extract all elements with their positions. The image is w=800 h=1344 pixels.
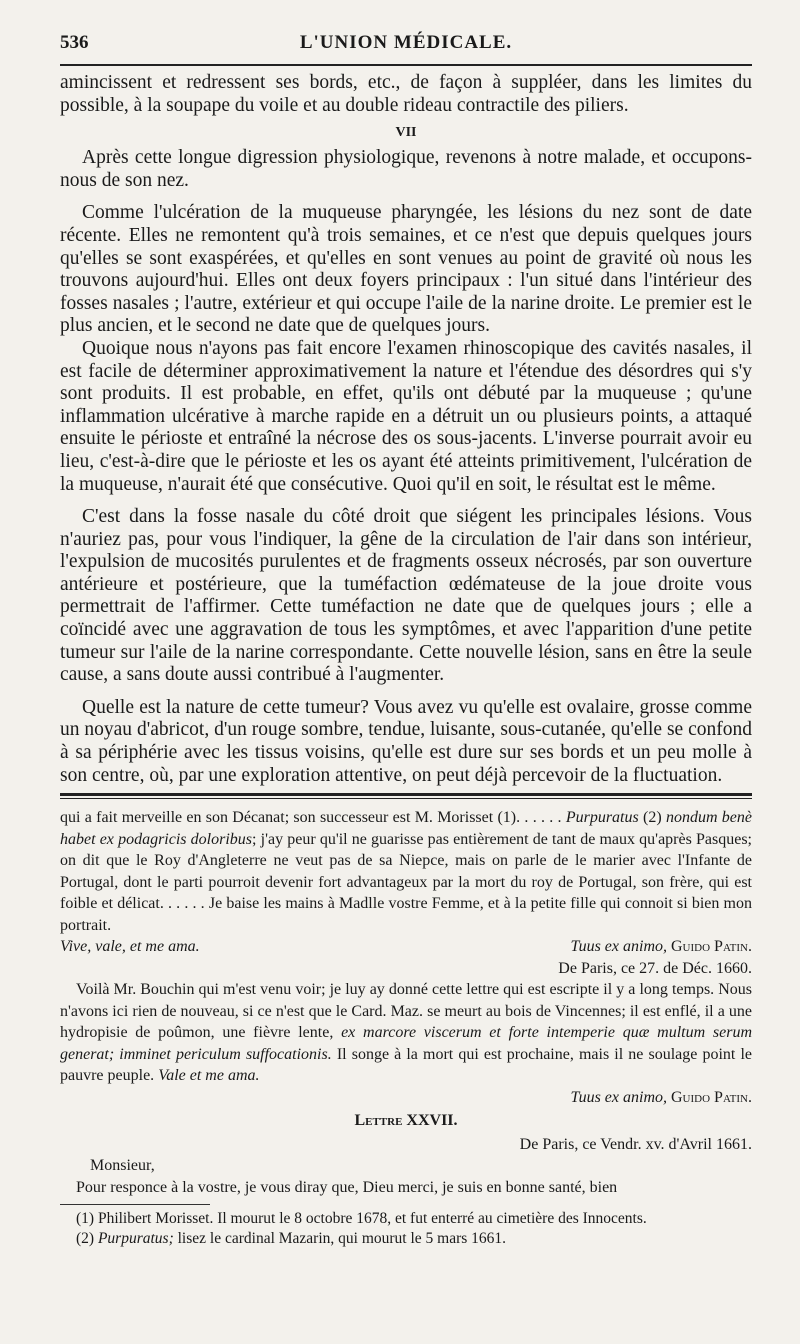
paragraph: Quelle est la nature de cette tumeur? Vous avez vu qu'elle est ovalaire, grosse comme un noyau d'abricot, d'un rouge sombre, tendue, luisante, sous-cutanée, qu'elle se confond à sa périphérie avec les tissus voisins, qu'elle est dure sur ses bords et un peu molle à son centre, où, par une exploration attentive, on peut déjà percevoir de la fluctuation.	[60, 696, 752, 786]
letter-title: Lettre XXVII.	[354, 1112, 458, 1130]
page-number: 536	[60, 32, 89, 53]
page-header	[60, 28, 752, 66]
footnote-rule	[60, 1204, 210, 1205]
paragraph: Après cette longue digression physiologique, revenons à notre malade, et occupons-nous de son nez.	[60, 147, 752, 191]
paragraph: C'est dans la fosse nasale du côté droit que siégent les principales lésions. Vous n'auriez pas, pour vous l'indiquer, la gêne de la circulation de l'air dans son intérieur, l'expulsion de mucosités purulentes et de fragments osseux nécrosés, par son ouverture antérieure et postérieure, que la tuméfaction œdémateuse de la joue droite vous permettrait de l'affirmer. Cette tuméfaction ne date que de quelques jours ; elle a coïncidé avec une aggravation de tous les symptômes, et avec l'apparition d'une petite tumeur sur l'aile de la narine correspondante. Cette nouvelle lésion, sans en être la seule cause, a sans doute aussi contribué à l'augmenter.	[60, 506, 752, 686]
main-text	[60, 72, 752, 787]
section-divider	[60, 793, 752, 799]
letter-paragraph: qui a fait merveille en son Décanat; son successeur est M. Morisset (1). . . . . . Purpuratus (2) nondum benè habet ex podagricis doloribus; j'ay peur qu'il ne guarisse pas entièrement de tant de maux qu'après Pasques; on dit que le Roy d'Angleterre ne veut pas de sa Niepce, mais on parle de le marier avec l'Infante de Portugal, dont le parti pourroit devenir fort advantageux par la mort du roy de Portugal, son frère, qui est foible et délicat. . . . . . Je baise les mains à Madlle vostre Femme, et à la petite fille qui connoit si bien mon portrait.	[60, 809, 752, 934]
section-number: VII	[395, 125, 417, 141]
letter-paragraph: Pour responce à la vostre, je vous diray que, Dieu merci, je suis en bonne santé, bien	[76, 1178, 618, 1196]
paragraph: Quoique nous n'ayons pas fait encore l'examen rhinoscopique des cavités nasales, il est facile de déterminer approximativement la nature et l'étendue des désordres qui s'y sont produits. Il est probable, en effet, qu'ils ont débuté par la muqueuse ; qu'une inflammation ulcérative à marche rapide en a détruit un ou plusieurs points, a attaqué ensuite le périoste et entraîné la nécrose des os sous-jacents. L'inverse pourrait avoir eu lieu, c'est-à-dire que le périoste et les os ayant été atteints primitivement, l'ulcération de la muqueuse, n'aurait été que consécutive. Quoi qu'il en soit, le résultat est le même.	[60, 337, 752, 495]
paragraph-continuation: amincissent et redressent ses bords, etc., de façon à suppléer, dans les limites du possible, à la soupape du voile et au double rideau contractile des piliers.	[60, 72, 752, 116]
letter-date: De Paris, ce Vendr. xv. d'Avril 1661.	[519, 1135, 752, 1153]
letter-salutation: Monsieur,	[90, 1157, 155, 1175]
running-title: L'UNION MÉDICALE.	[299, 32, 513, 53]
footnote: (2) Purpuratus; lisez le cardinal Mazarin, qui mourut le 5 mars 1661.	[76, 1230, 507, 1248]
footnotes	[60, 1209, 752, 1249]
postscript-signature: Tuus ex animo, Guido Patin.	[570, 1088, 752, 1106]
feuilleton-letters	[60, 807, 752, 1198]
postscript: Voilà Mr. Bouchin qui m'est venu voir; je luy ay donné cette lettre qui est escripte il y a long temps. Nous n'avons ici rien de nouveau, si ce n'est que le Card. Maz. se meurt au bois de Vincennes; il est enflé, il a une hydropisie de poûmon, une fièvre lente, ex marcore viscerum et forte intemperie quæ multum serum generat; imminet periculum suffocationis. Il songe à la mort qui est prochaine, mais il ne soulage point le pauvre peuple. Vale et me ama.	[60, 981, 753, 1085]
footnote: (1) Philibert Morisset. Il mourut le 8 octobre 1678, et fut enterré au cimetière des Innocents.	[76, 1210, 647, 1228]
letter-closing: Vive, vale, et me ama. Tuus ex animo, Guido Patin.	[60, 938, 752, 956]
letter-date: De Paris, ce 27. de Déc. 1660.	[558, 959, 752, 977]
paragraph: Comme l'ulcération de la muqueuse pharyngée, les lésions du nez sont de date récente. Elles ne remontent qu'à trois semaines, et ce n'est que depuis quelques jours qu'elles se sont exaspérées, et qu'elles en sont venues au point de gravité où nous les trouvons aujourd'hui. Elles ont deux foyers principaux : l'un situé dans l'intérieur des fosses nasales ; l'autre, extérieur et qui occupe l'aile de la narine droite. Le premier est le plus ancien, et le second ne date que de quelques jours.	[60, 202, 752, 337]
